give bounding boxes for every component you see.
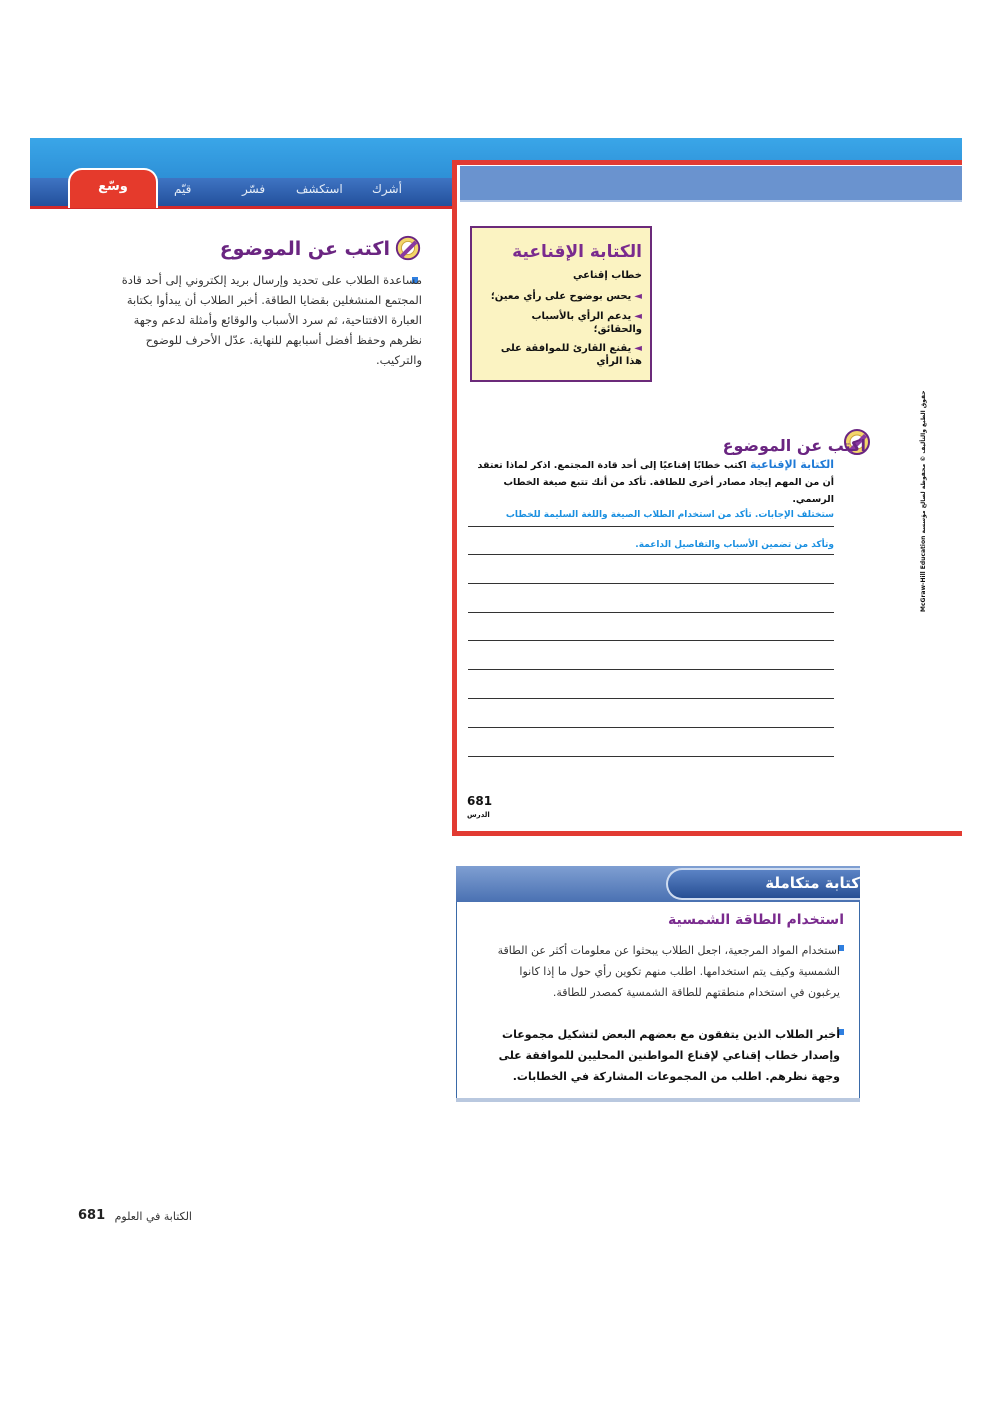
- answer-line: [468, 756, 834, 757]
- student-page-header: [460, 166, 962, 200]
- write-about-it-prompt: الكتابة الإقناعية اكتب خطابًا إقناعيًا إلى أحد قادة المجتمع. اذكر لماذا تعتقد أن من المهم إيجاد مصادر أخرى للطاقة. تأكد من أنك تتبع صيغة الخطاب الرسمي.: [477, 458, 834, 505]
- persuasive-writing-title: الكتابة الإقناعية: [512, 242, 642, 262]
- answer-note-line-2: وتأكد من تضمين الأسباب والتفاصيل الداعمة.: [635, 540, 834, 550]
- answer-line: [468, 698, 834, 699]
- triangle-bullet-icon: ◄: [634, 343, 642, 354]
- footer-section-title: الكتابة في العلوم: [114, 1210, 192, 1223]
- answer-line: [468, 526, 834, 527]
- answer-line: [468, 640, 834, 641]
- student-page-header-rule: [460, 200, 962, 202]
- answer-line: [468, 583, 834, 584]
- solar-energy-title: استخدام الطاقة الشمسية: [667, 912, 844, 928]
- nav-item-elaborate[interactable]: وسّع: [68, 168, 158, 208]
- triangle-bullet-icon: ◄: [634, 291, 642, 302]
- triangle-bullet-icon: ◄: [634, 311, 642, 322]
- integrated-writing-tab-label: كتابة متكاملة: [765, 874, 860, 892]
- persuasive-letter-subtitle: خطاب إقناعي: [573, 270, 642, 281]
- sidebar-bullet: ◄يدعم الرأي بالأسباب والحقائق؛: [531, 311, 642, 335]
- integration-paragraph-2: أخبر الطلاب الذين يتفقون مع بعضهم البعض لتشكيل مجموعات وإصدار خطاب إقناعي لإقناع المواطنين المحليين للموافقة على وجهة نظرهم. اطلب من المجموعات المشاركة في الخطابات.: [498, 1028, 840, 1083]
- answer-line: [468, 669, 834, 670]
- nav-item-engage[interactable]: أشرك: [372, 182, 402, 196]
- teacher-write-about-it-body: مساعدة الطلاب على تحديد وإرسال بريد إلكتروني إلى أحد قادة المجتمع المنشغلين بقضايا الطاقة. أخبر الطلاب أن يبدأوا بكتابة العبارة الافتتاحية، ثم سرد الأسباب والوقائع وأمثلة لدعم وجهة نظرهم وحفظ أفضل أسبابهم للنهاية. عدّل الأحرف للوضوح والتركيب.: [121, 273, 422, 367]
- persuasive-writing-box: [470, 226, 652, 382]
- answer-note-line-1: ستختلف الإجابات. تأكد من استخدام الطلاب الصيغة واللغة السليمة للخطاب: [505, 510, 834, 520]
- nav-item-explain[interactable]: فسّر: [242, 182, 266, 196]
- answer-line: [468, 554, 834, 555]
- integrated-writing-shadow: [456, 1098, 860, 1102]
- sidebar-bullet: ◄يقنع القارئ للموافقة على هذا الرأي: [500, 343, 642, 367]
- nav-item-explore[interactable]: استكشف: [296, 182, 343, 196]
- answer-line: [468, 612, 834, 613]
- integration-paragraph-1: استخدام المواد المرجعية، اجعل الطلاب يبحثوا عن معلومات أكثر عن الطاقة الشمسية وكيف يتم استخدامها. اطلب منهم تكوين رأي حول ما إذا كانوا يرغبون في استخدام منطقتهم للطاقة الشمسية كمصدر للطاقة.: [497, 944, 840, 999]
- pencil-paper-icon: [394, 234, 422, 262]
- footer-page-number: 681: [78, 1208, 106, 1223]
- persuasive-writing-keyword: الكتابة الإقناعية: [749, 458, 834, 471]
- sidebar-bullet: ◄يحس بوضوح على رأي معين؛: [490, 291, 642, 302]
- nav-item-evaluate[interactable]: قيّم: [174, 182, 192, 196]
- student-page-number: 681: [467, 794, 493, 808]
- teacher-write-about-it-heading: اكتب عن الموضوع: [219, 238, 390, 260]
- answer-line: [468, 727, 834, 728]
- copyright-credit: حقوق الطبع والتأليف © محفوظة لصالح مؤسسة McGraw-Hill Education: [920, 390, 927, 612]
- student-page-label: الدرس: [467, 811, 490, 819]
- write-about-it-heading: اكتب عن الموضوع: [722, 436, 866, 455]
